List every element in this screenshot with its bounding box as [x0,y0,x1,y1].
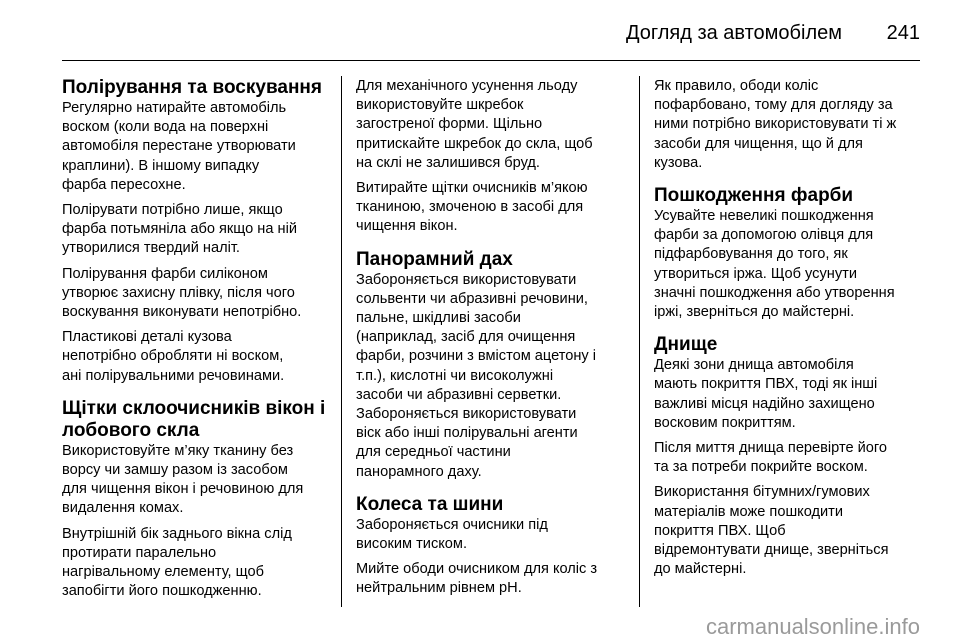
paragraph: Використовуйте м’яку тканину без ворсу чи замшу разом із засобом для чищення вікон і речовиною для видалення комах. [62,442,304,517]
paragraph: Регулярно натирайте автомобіль воском (коли вода на поверхні автомобіля перестане утворювати краплини). В іншому випадку фарба пересохне. [62,100,296,193]
column-2 [356,77,628,605]
section-heading: Полірування та воскування [62,77,322,98]
column-3 [654,77,926,585]
section-heading: Днище [654,334,718,356]
page-header [62,0,920,62]
paragraph: Мийте ободи очисником для коліс з нейтральним рівнем pH. [356,561,598,597]
paragraph: Витирайте щітки очисників м’якою тканиною, змоченою в засобі для чищення вікон. [356,180,588,235]
section-wipers [62,398,332,602]
column-divider [341,76,342,607]
column-divider [639,76,640,607]
section-heading: Колеса та шини [356,493,504,515]
paragraph: Полірувати потрібно лише, якщо фарба потьмяніла або якщо на ній утворилися твердий наліт. [62,202,297,257]
paragraph: Після миття днища перевірте його та за потреби покрийте воском. [654,440,888,476]
section-paint-damage [654,185,926,322]
column-1 [62,77,332,607]
paragraph: Забороняється використовувати сольвенти чи абразивні речовини, пальне, шкідливі засоби (наприклад, засіб для очищення фарби, розчини з вмістом ацетону і т.п.), кислотні чи високолужні засоби чи абразивні серветки. Забороняється використовувати віск або інші полірувальні агенти для середньої частини панорамного даху. [356,271,597,480]
paragraph: Деякі зони днища автомобіля мають покриття ПВХ, тоді як інші важливі місця надійно захищено восковим покриттям. [654,357,878,431]
paragraph: Внутрішній бік заднього вікна слід протирати паралельно нагрівальному елементу, щоб запобігти його пошкодженню. [62,525,292,600]
paragraph: Усувайте невеликі пошкодження фарби за допомогою олівця для підфарбовування до того, як утвориться іржа. Щоб усунути значні пошкодження або утворення іржі, зверніться до майстерні. [654,208,895,321]
header-rule [62,60,920,61]
page-title: Догляд за автомобілем [625,22,842,44]
section-polishing [62,77,332,386]
section-wheels-continued [654,77,926,173]
section-panoramic-roof [356,249,628,482]
paragraph: Використання бітумних/гумових матеріалів може пошкодити покриття ПВХ. Щоб відремонтувати днище, зверніться до майстерні. [654,484,889,578]
paragraph: Для механічного усунення льоду використовуйте шкребок загостреної форми. Щільно притискайте шкребок до скла, щоб на склі не залишився бруд. [356,78,593,171]
section-underbody [654,334,926,579]
paragraph: Пластикові деталі кузова непотрібно обробляти ні воском, ані полірувальними речовинами. [62,329,285,384]
watermark-text: carmanualsonline.info [705,614,920,639]
section-wipers-continued [356,77,628,237]
section-heading: Щітки склоочисників вікон і лобового скла [62,397,326,441]
paragraph: Полірування фарби силіконом утворює захисну плівку, після чого воскування виконувати непотрібно. [62,265,302,321]
paragraph: Як правило, ободи коліс пофарбовано, тому для догляду за ними потрібно використовувати ті ж засоби для чищення, що й для кузова. [654,78,897,171]
paragraph: Забороняється очисники під високим тиском. [356,516,548,553]
section-wheels-tires [356,494,628,599]
page-number: 241 [886,22,920,44]
section-heading: Панорамний дах [356,248,513,270]
section-heading: Пошкодження фарби [654,185,854,207]
